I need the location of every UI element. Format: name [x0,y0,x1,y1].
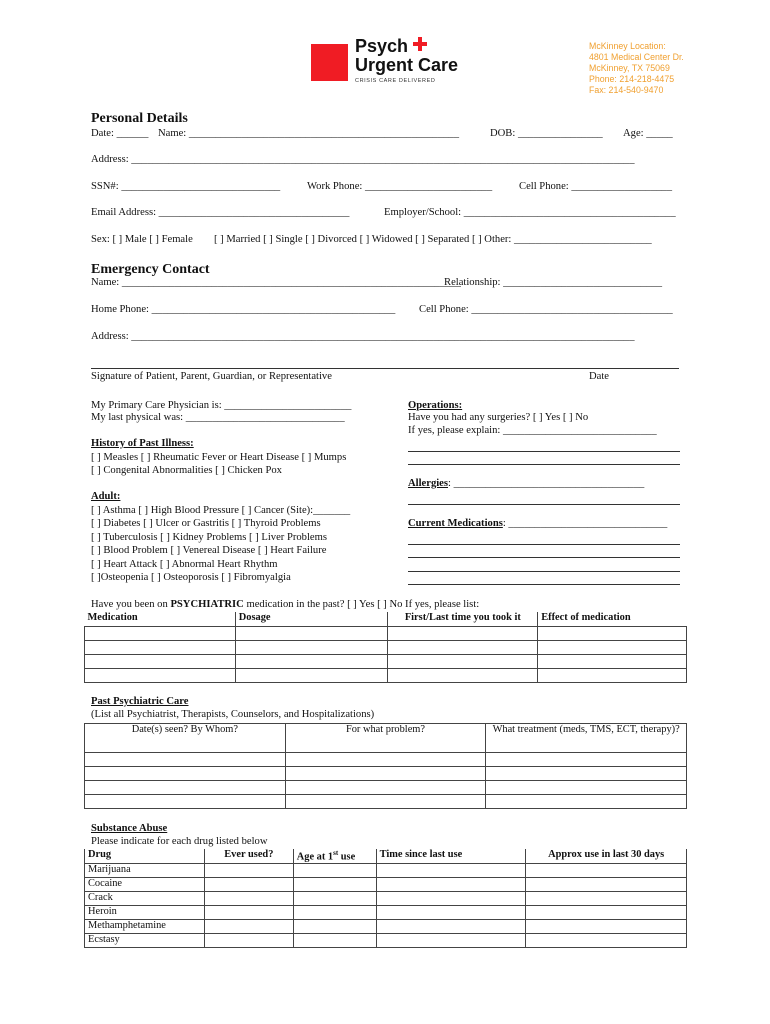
table-cell[interactable] [388,640,538,654]
table-cell[interactable] [538,626,687,640]
cell-phone-field[interactable]: Cell Phone: ___________________ [519,181,673,192]
table-cell[interactable] [486,781,687,795]
medical-cross-icon [413,37,427,51]
table-cell[interactable] [376,877,526,891]
relationship-field[interactable]: Relationship: ______________________________ [444,277,663,288]
history-line[interactable]: [ ] Measles [ ] Rheumatic Fever or Heart Disease [ ] Mumps [91,452,347,463]
adult-line[interactable]: [ ] Blood Problem [ ] Venereal Disease [ ] Heart Failure [91,545,327,557]
employer-field[interactable]: Employer/School: ________________________________________ [384,207,676,218]
home-phone-field[interactable]: Home Phone: ______________________________________________ [91,304,396,315]
table-cell[interactable] [204,919,293,933]
signature-line[interactable] [91,368,679,369]
psych-q-pre: Have you been on [91,599,171,610]
table-cell[interactable] [538,668,687,682]
substance-table [84,849,687,948]
table-cell[interactable] [526,877,687,891]
table-cell[interactable] [85,781,286,795]
table-cell[interactable] [486,767,687,781]
emergency-address-field[interactable]: Address: _______________________________________________________________________________________________ [91,331,635,342]
substance-title: Substance Abuse [91,823,168,834]
past-care-subtitle: (List all Psychiatrist, Therapists, Counselors, and Hospitalizations) [91,709,375,720]
table-cell[interactable] [285,753,486,767]
drug-name: Methamphetamine [85,919,205,933]
past-care-table [84,723,687,809]
brand-name-line2: Urgent Care [355,55,459,75]
table-cell[interactable] [388,668,538,682]
table-cell[interactable] [285,767,486,781]
table-cell[interactable] [85,640,236,654]
sex-checkboxes[interactable]: Sex: [ ] Male [ ] Female [91,234,193,245]
table-header: Medication [85,612,236,626]
table-header: What treatment (meds, TMS, ECT, therapy)? [486,724,687,753]
drug-name: Ecstasy [85,933,205,947]
table-cell[interactable] [486,753,687,767]
primary-physician-field[interactable]: My Primary Care Physician is: ________________________ [91,400,352,411]
emergency-name-field[interactable]: Name: ________________________________________________________________ [91,277,461,288]
table-cell[interactable] [526,919,687,933]
table-cell[interactable] [85,626,236,640]
history-illness-list[interactable] [91,451,346,478]
location-block [589,41,684,96]
table-cell[interactable] [526,905,687,919]
allergies-label: Allergies [408,478,449,489]
emergency-cell-phone-field[interactable]: Cell Phone: ______________________________________ [419,304,673,315]
name-field[interactable]: Name: ___________________________________________________ [158,128,460,139]
logo-square [311,44,348,81]
adult-illness-list[interactable] [91,504,350,584]
adult-line[interactable]: [ ]Osteopenia [ ] Osteoporosis [ ] Fibromyalgia [91,572,291,584]
current-meds-label: Current Medications [408,518,503,529]
table-cell[interactable] [285,781,486,795]
allergies-line[interactable]: : ____________________________________ [448,478,645,489]
explain-line[interactable] [408,464,680,465]
substance-subtitle: Please indicate for each drug listed below [91,836,268,847]
table-cell[interactable] [376,891,526,905]
drug-name: Heroin [85,905,205,919]
table-header [293,849,376,863]
allergies-extra-line[interactable] [408,504,680,505]
last-physical-field[interactable]: My last physical was: ______________________________ [91,412,345,423]
table-header: For what problem? [285,724,486,753]
meds-line[interactable] [408,544,680,545]
personal-details-title: Personal Details [91,111,188,126]
current-meds-field[interactable] [408,518,667,529]
table-cell[interactable] [204,877,293,891]
table-header: Date(s) seen? By Whom? [85,724,286,753]
table-cell[interactable] [85,654,236,668]
table-cell[interactable] [293,905,376,919]
history-line[interactable]: [ ] Congenital Abnormalities [ ] Chicken Pox [91,465,282,477]
meds-line[interactable] [408,571,680,572]
dob-field[interactable]: DOB: ________________ [490,128,603,139]
table-cell[interactable] [526,891,687,905]
adult-line[interactable]: [ ] Tuberculosis [ ] Kidney Problems [ ] Liver Problems [91,531,327,543]
location-line: McKinney, TX 75069 [589,63,670,73]
use-label: use [338,851,356,863]
history-illness-title: History of Past Illness: [91,438,194,449]
table-cell[interactable] [526,863,687,877]
allergies-field[interactable] [408,478,644,489]
psych-meds-question[interactable] [91,599,479,610]
table-cell[interactable] [204,933,293,947]
table-cell[interactable] [376,933,526,947]
table-cell[interactable] [293,877,376,891]
drug-name: Cocaine [85,877,205,891]
brand-tagline: CRISIS CARE DELIVERED [355,78,436,84]
adult-line[interactable]: [ ] Heart Attack [ ] Abnormal Heart Rhythm [91,558,278,570]
table-cell[interactable] [293,891,376,905]
operations-title: Operations: [408,400,463,411]
psych-q-bold: PSYCHIATRIC [170,599,244,610]
table-cell[interactable] [235,640,388,654]
ssn-field[interactable]: SSN#: ______________________________ [91,181,281,192]
table-cell[interactable] [376,919,526,933]
table-cell[interactable] [293,933,376,947]
table-header: Drug [85,849,205,863]
superscript-st: st [333,849,339,857]
adult-line[interactable]: [ ] Asthma [ ] High Blood Pressure [ ] Cancer (Site):_______ [91,505,351,516]
current-meds-line[interactable]: : ______________________________ [502,518,668,529]
location-line: McKinney Location: [589,41,666,51]
brand-name-line1: Psych [355,36,409,56]
adult-line[interactable]: [ ] Diabetes [ ] Ulcer or Gastritis [ ] Thyroid Problems [91,518,321,530]
table-cell[interactable] [388,654,538,668]
table-header: Dosage [235,612,388,626]
emergency-contact-title: Emergency Contact [91,262,210,277]
location-line: Phone: 214-218-4475 [589,74,675,84]
signature-label: Signature of Patient, Parent, Guardian, or Representative [91,371,332,382]
surgeries-explain-field[interactable]: If yes, please explain: _____________________________ [408,425,657,436]
table-cell[interactable] [204,905,293,919]
table-cell[interactable] [85,753,286,767]
location-line: Fax: 214-540-9470 [589,85,664,95]
table-header: First/Last time you took it [388,612,538,626]
table-cell[interactable] [235,668,388,682]
table-header: Approx use in last 30 days [526,849,687,863]
table-cell[interactable] [235,626,388,640]
drug-name: Marijuana [85,863,205,877]
table-cell[interactable] [204,863,293,877]
table-cell[interactable] [376,863,526,877]
email-field[interactable]: Email Address: ____________________________________ [91,207,350,218]
table-header: Effect of medication [538,612,687,626]
age-label: Age at 1 [296,851,334,863]
meds-line[interactable] [408,557,680,558]
adult-illness-title: Adult: [91,491,121,502]
table-cell[interactable] [85,767,286,781]
signature-date-label: Date [589,371,609,382]
table-cell[interactable] [486,795,687,809]
meds-line[interactable] [408,584,680,585]
table-cell[interactable] [376,905,526,919]
table-cell[interactable] [85,668,236,682]
table-cell[interactable] [204,891,293,905]
table-cell[interactable] [526,933,687,947]
table-header: Time since last use [376,849,526,863]
age-field[interactable]: Age: _____ [623,128,673,139]
table-cell[interactable] [293,919,376,933]
table-cell[interactable] [538,640,687,654]
table-cell[interactable] [388,626,538,640]
location-line: 4801 Medical Center Dr. [589,52,684,62]
table-header: Ever used? [204,849,293,863]
marital-status-checkboxes[interactable]: [ ] Married [ ] Single [ ] Divorced [ ] Widowed [ ] Separated [ ] Other: __________________________ [214,234,652,245]
table-cell[interactable] [285,795,486,809]
table-cell[interactable] [235,654,388,668]
surgeries-question[interactable]: Have you had any surgeries? [ ] Yes [ ] No [408,412,589,423]
table-cell[interactable] [85,795,286,809]
drug-name: Crack [85,891,205,905]
date-field[interactable]: Date: ______ [91,128,149,139]
psych-meds-table [84,612,687,683]
table-cell[interactable] [538,654,687,668]
explain-line[interactable] [408,451,680,452]
psych-q-post[interactable]: medication in the past? [ ] Yes [ ] No If yes, please list: [243,599,480,610]
past-care-title: Past Psychiatric Care [91,696,189,707]
work-phone-field[interactable]: Work Phone: ________________________ [307,181,493,192]
address-field[interactable]: Address: _______________________________________________________________________________________________ [91,154,635,165]
table-cell[interactable] [293,863,376,877]
